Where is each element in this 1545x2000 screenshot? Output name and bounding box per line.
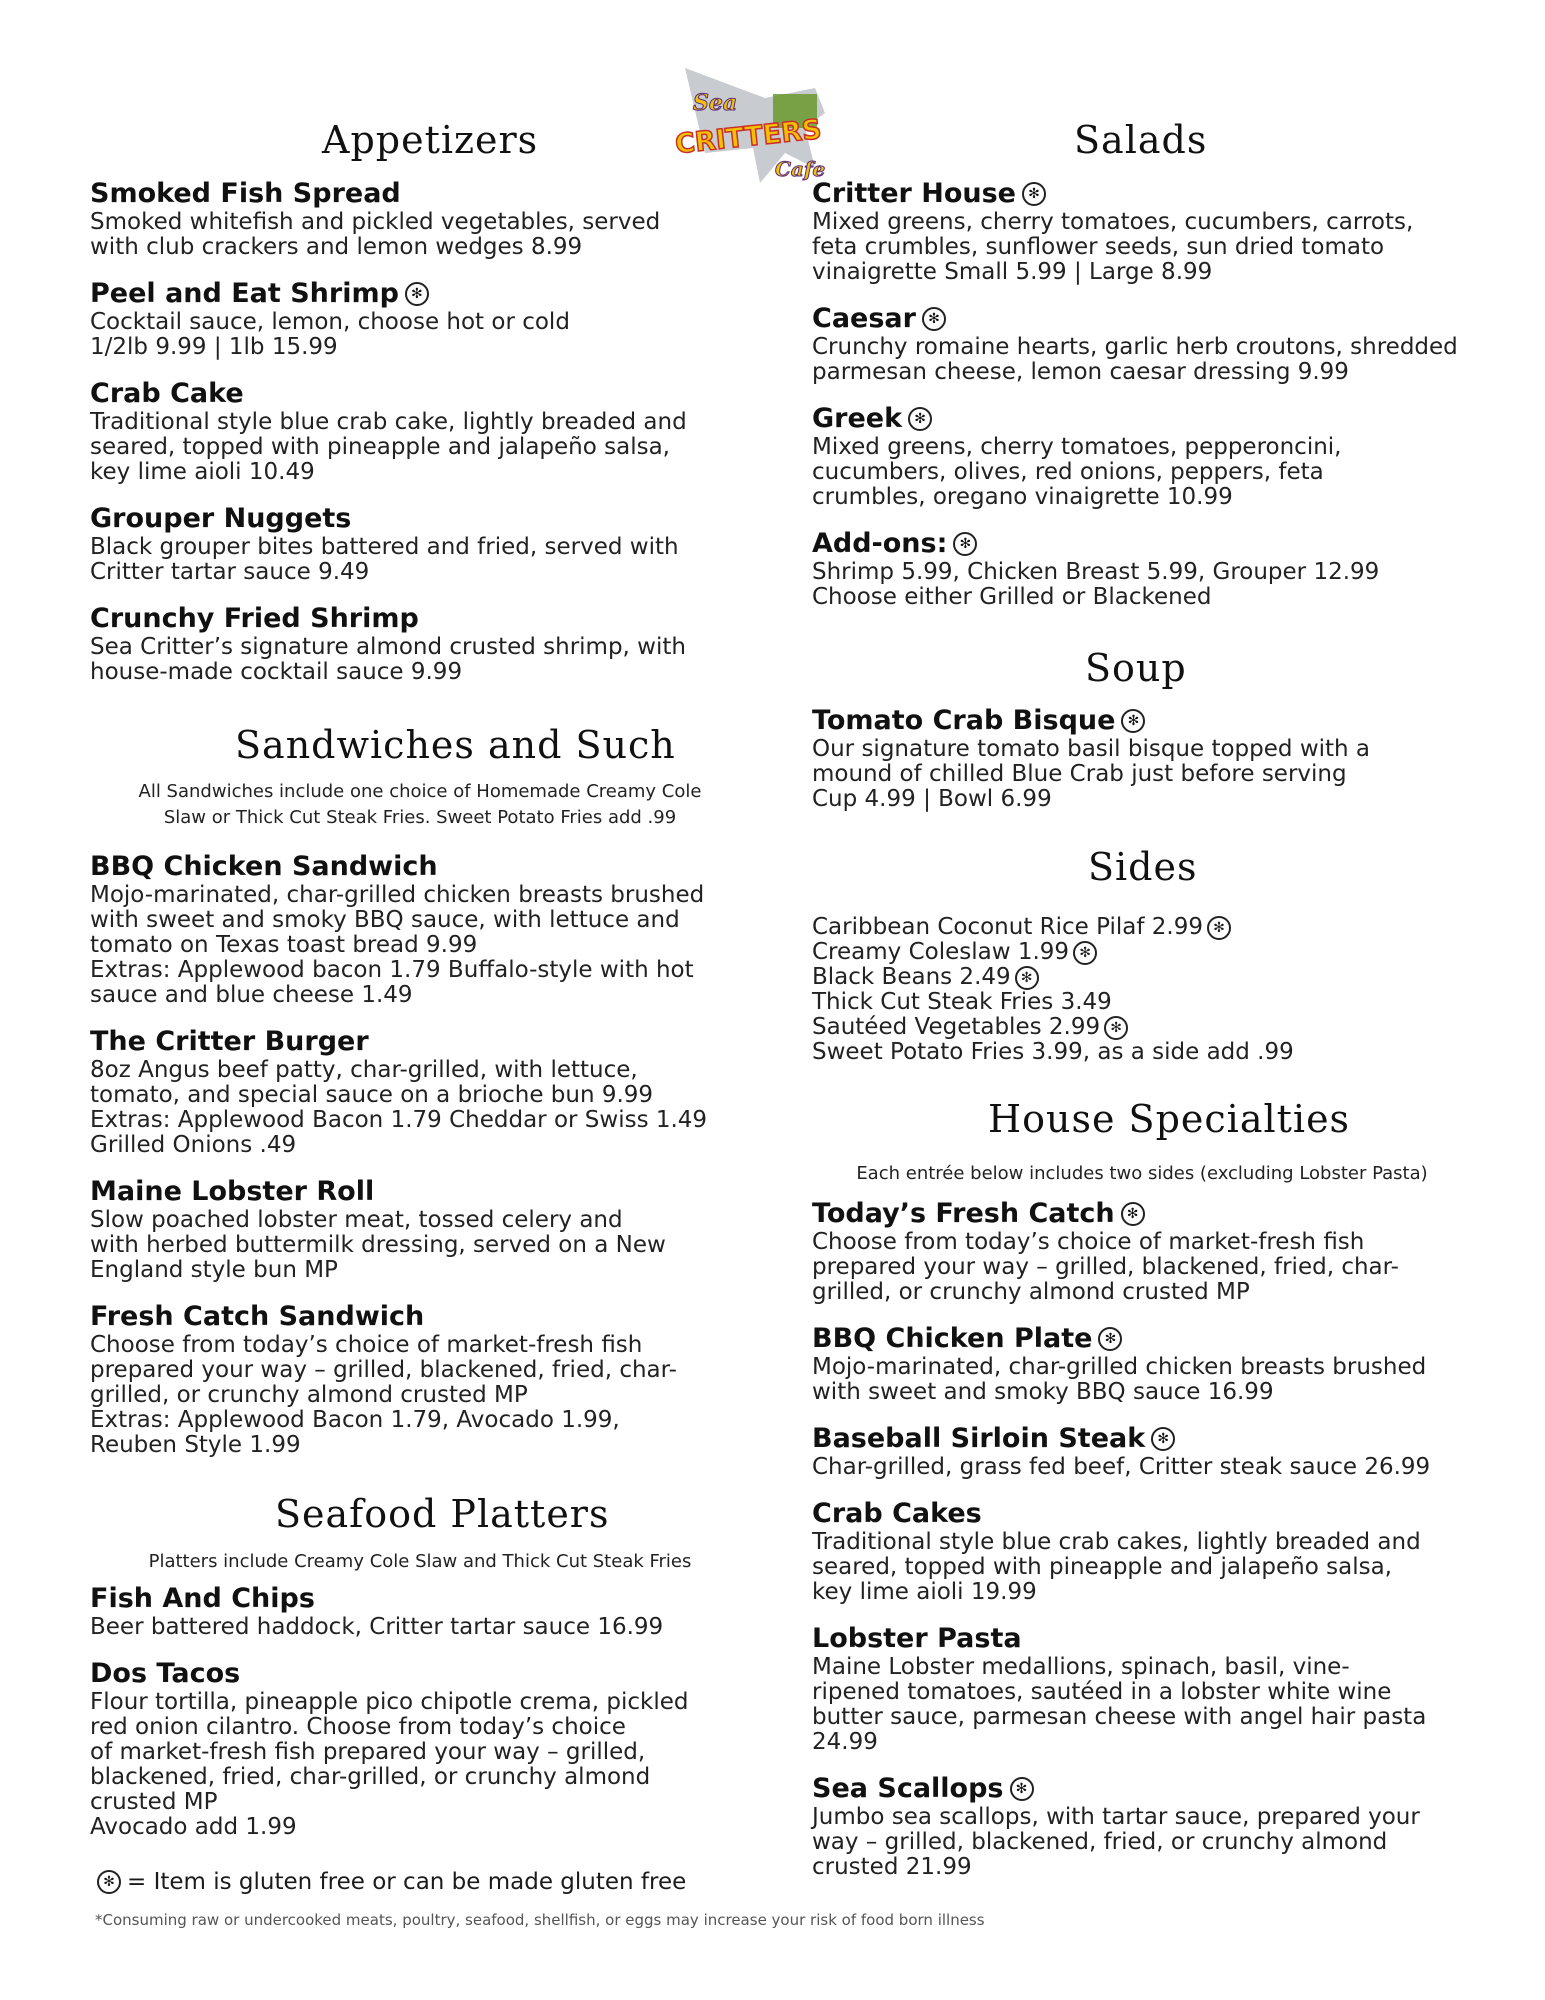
item-name-text: Lobster Pasta [812, 1623, 1022, 1654]
item-description-line: prepared your way – grilled, blackened, fried, char- [90, 1357, 677, 1383]
item-description-line: Flour tortilla, pineapple pico chipotle crema, pickled [90, 1689, 689, 1715]
food-safety-footnote: *Consuming raw or undercooked meats, poultry, seafood, shellfish, or eggs may increase your risk of food born illness [95, 1911, 985, 1929]
item-description-line: Our signature tomato basil bisque topped with a [812, 736, 1371, 762]
gluten-free-icon: ✻ [1073, 941, 1097, 965]
item-description-line: with herbed buttermilk dressing, served on a New [90, 1232, 666, 1258]
side-item-text: Sautéed Vegetables 2.99 [812, 1014, 1101, 1040]
item-name-text: Grouper Nuggets [90, 503, 352, 534]
platters-note: Platters include Creamy Cole Slaw and Thick Cut Steak Fries [148, 1551, 692, 1572]
menu-item-baseball-sirloin-steak [812, 1423, 1472, 1480]
side-item-text: Caribbean Coconut Rice Pilaf 2.99 [812, 914, 1203, 940]
logo-line3: Cafe [775, 157, 826, 181]
item-name-text: Dos Tacos [90, 1658, 241, 1689]
menu-item-add-ons [812, 528, 1472, 610]
item-name-text: Baseball Sirloin Steak [812, 1423, 1146, 1454]
item-description-line: red onion cilantro. Choose from today’s choice [90, 1714, 626, 1740]
gluten-free-icon: ✻ [908, 407, 932, 431]
item-name-text: BBQ Chicken Sandwich [90, 851, 438, 882]
item-name-text: Fish And Chips [90, 1583, 315, 1614]
menu-item-smoked-fish-spread [90, 178, 750, 260]
item-name [812, 705, 1472, 737]
item-description-line: butter sauce, parmesan cheese with angel hair pasta [812, 1704, 1427, 1730]
gluten-free-icon: ✻ [1151, 1427, 1175, 1451]
item-name [812, 528, 1472, 560]
item-description-line: Mixed greens, cherry tomatoes, pepperoncini, [812, 434, 1342, 460]
item-description-line: key lime aioli 10.49 [90, 459, 315, 485]
item-description-line: tomato, and special sauce on a brioche bun 9.99 [90, 1082, 654, 1108]
item-description-line: Reuben Style 1.99 [90, 1432, 301, 1458]
gluten-free-icon: ✻ [1104, 1016, 1128, 1040]
item-description-line: Mojo-marinated, char-grilled chicken breasts brushed [812, 1354, 1427, 1380]
item-description-line: Extras: Applewood Bacon 1.79 Cheddar or Swiss 1.49 [90, 1107, 708, 1133]
item-name [812, 1773, 1472, 1805]
item-name-text: Critter House [812, 178, 1016, 209]
menu-item-crab-cakes [812, 1498, 1472, 1605]
item-name [90, 851, 750, 883]
menu-item-dos-tacos [90, 1658, 750, 1840]
side-item [812, 1015, 1294, 1040]
gluten-free-icon: ✻ [405, 282, 429, 306]
item-description-line: seared, topped with pineapple and jalapeño salsa, [90, 434, 670, 460]
appetizers-heading: Appetizers [322, 118, 539, 162]
item-name-text: Crab Cakes [812, 1498, 982, 1529]
side-item-text: Thick Cut Steak Fries 3.49 [812, 989, 1112, 1015]
item-description-line: Sea Critter’s signature almond crusted shrimp, with [90, 634, 686, 660]
item-name [90, 1658, 750, 1690]
item-name [90, 1176, 750, 1208]
item-name-text: Fresh Catch Sandwich [90, 1301, 425, 1332]
side-item [812, 990, 1294, 1015]
item-description-line: Critter tartar sauce 9.49 [90, 559, 370, 585]
logo-line2: CRITTERS [673, 114, 823, 161]
gluten-free-icon: ✻ [953, 532, 977, 556]
menu-item-caesar [812, 303, 1472, 385]
gluten-free-icon: ✻ [1121, 1202, 1145, 1226]
gluten-free-legend [95, 1869, 686, 1895]
menu-item-peel-and-eat-shrimp [90, 278, 750, 360]
item-description-line: crumbles, oregano vinaigrette 10.99 [812, 484, 1233, 510]
item-description-line: Smoked whitefish and pickled vegetables, served [90, 209, 661, 235]
item-description-line: key lime aioli 19.99 [812, 1579, 1037, 1605]
item-name-text: Today’s Fresh Catch [812, 1198, 1115, 1229]
gluten-free-icon: ✻ [1098, 1327, 1122, 1351]
item-description-line: mound of chilled Blue Crab just before serving [812, 761, 1347, 787]
item-name [90, 278, 750, 310]
item-description-line: 24.99 [812, 1729, 878, 1755]
gluten-free-icon: ✻ [1022, 182, 1046, 206]
item-name [812, 303, 1472, 335]
item-name-text: Add-ons: [812, 528, 948, 559]
sandwiches-note: All Sandwiches include one choice of Homemade Creamy Cole Slaw or Thick Cut Steak Fries. Sweet Potato Fries add .99 [138, 781, 702, 828]
item-description-line: ripened tomatoes, sautéed in a lobster white wine [812, 1679, 1392, 1705]
item-description-line: tomato on Texas toast bread 9.99 [90, 932, 478, 958]
item-description-line: house-made cocktail sauce 9.99 [90, 659, 463, 685]
menu-item-crunchy-fried-shrimp [90, 603, 750, 685]
item-description-line: of market-fresh fish prepared your way – grilled, [90, 1739, 646, 1765]
item-description-line: Mixed greens, cherry tomatoes, cucumbers, carrots, [812, 209, 1414, 235]
gluten-free-icon: ✻ [922, 307, 946, 331]
item-description-line: vinaigrette Small 5.99 | Large 8.99 [812, 259, 1213, 285]
salads-heading: Salads [1074, 118, 1208, 162]
item-description-line: feta crumbles, sunflower seeds, sun dried tomato [812, 234, 1385, 260]
side-item [812, 915, 1294, 940]
item-name [812, 1198, 1472, 1230]
menu-item-the-critter-burger [90, 1026, 750, 1158]
menu-item-critter-house [812, 178, 1472, 285]
item-description-line: grilled, or crunchy almond crusted MP [90, 1382, 528, 1408]
item-description-line: Shrimp 5.99, Chicken Breast 5.99, Grouper 12.99 [812, 559, 1380, 585]
menu-item-maine-lobster-roll [90, 1176, 750, 1283]
item-name [90, 178, 750, 210]
item-description-line: Beer battered haddock, Critter tartar sauce 16.99 [90, 1614, 664, 1640]
logo-line1: Sea [693, 90, 738, 116]
item-description-line: Choose from today’s choice of market-fresh fish [812, 1229, 1365, 1255]
menu-item-sea-scallops [812, 1773, 1472, 1880]
item-description-line: 1/2lb 9.99 | 1lb 15.99 [90, 334, 338, 360]
menu-item-fresh-catch-sandwich [90, 1301, 750, 1458]
item-description-line: Maine Lobster medallions, spinach, basil, vine- [812, 1654, 1350, 1680]
item-description-line: Slow poached lobster meat, tossed celery and [90, 1207, 623, 1233]
item-name-text: BBQ Chicken Plate [812, 1323, 1093, 1354]
sides-section [812, 915, 1294, 1065]
item-description-line: with sweet and smoky BBQ sauce, with lettuce and [90, 907, 680, 933]
item-name [90, 1583, 750, 1615]
item-name-text: Crab Cake [90, 378, 244, 409]
item-name [812, 1623, 1472, 1655]
specialties-heading: House Specialties [988, 1097, 1351, 1141]
platters-heading: Seafood Platters [275, 1492, 610, 1536]
item-name [90, 603, 750, 635]
menu-item-grouper-nuggets [90, 503, 750, 585]
item-name [812, 1323, 1472, 1355]
menu-item-bbq-chicken-sandwich [90, 851, 750, 1008]
item-name-text: Caesar [812, 303, 916, 334]
item-description-line: Crunchy romaine hearts, garlic herb croutons, shredded [812, 334, 1458, 360]
item-name [90, 1026, 750, 1058]
menu-item-today-s-fresh-catch [812, 1198, 1472, 1305]
gluten-free-icon: ✻ [1010, 1777, 1034, 1801]
side-item [812, 1040, 1294, 1065]
item-name-text: Maine Lobster Roll [90, 1176, 375, 1207]
side-item-text: Sweet Potato Fries 3.99, as a side add .99 [812, 1039, 1294, 1065]
gluten-free-icon: ✻ [1207, 916, 1231, 940]
item-name [90, 378, 750, 410]
item-description-line: Mojo-marinated, char-grilled chicken breasts brushed [90, 882, 705, 908]
item-name-text: Crunchy Fried Shrimp [90, 603, 419, 634]
item-name [812, 403, 1472, 435]
item-description-line: with club crackers and lemon wedges 8.99 [90, 234, 583, 260]
item-description-line: Choose from today’s choice of market-fresh fish [90, 1332, 643, 1358]
side-item-text: Black Beans 2.49 [812, 964, 1011, 990]
item-description-line: grilled, or crunchy almond crusted MP [812, 1279, 1250, 1305]
item-description-line: Cup 4.99 | Bowl 6.99 [812, 786, 1052, 812]
gluten-free-icon: ✻ [1121, 709, 1145, 733]
menu-item-greek [812, 403, 1472, 510]
item-description-line: Black grouper bites battered and fried, served with [90, 534, 679, 560]
item-name [812, 1423, 1472, 1455]
item-description-line: 8oz Angus beef patty, char-grilled, with lettuce, [90, 1057, 638, 1083]
menu-item-fish-and-chips [90, 1583, 750, 1640]
item-name-text: Smoked Fish Spread [90, 178, 401, 209]
item-description-line: Jumbo sea scallops, with tartar sauce, prepared your [812, 1804, 1420, 1830]
item-description-line: England style bun MP [90, 1257, 338, 1283]
item-description-line: cucumbers, olives, red onions, peppers, feta [812, 459, 1324, 485]
item-name [812, 1498, 1472, 1530]
item-name-text: Sea Scallops [812, 1773, 1004, 1804]
item-description-line: Grilled Onions .49 [90, 1132, 297, 1158]
item-description-line: Extras: Applewood bacon 1.79 Buffalo-style with hot [90, 957, 694, 983]
menu-item-lobster-pasta [812, 1623, 1472, 1755]
item-name-text: Greek [812, 403, 903, 434]
soup-heading: Soup [1085, 646, 1187, 690]
restaurant-logo [665, 58, 840, 190]
item-description-line: Choose either Grilled or Blackened [812, 584, 1212, 610]
item-description-line: crusted 21.99 [812, 1854, 972, 1880]
gluten-free-icon: ✻ [1015, 966, 1039, 990]
specialties-note: Each entrée below includes two sides (excluding Lobster Pasta) [856, 1163, 1428, 1184]
item-description-line: prepared your way – grilled, blackened, fried, char- [812, 1254, 1399, 1280]
item-description-line: Avocado add 1.99 [90, 1814, 297, 1840]
sandwiches-heading: Sandwiches and Such [235, 723, 676, 767]
item-name [90, 1301, 750, 1333]
legend-text: = Item is gluten free or can be made gluten free [127, 1869, 687, 1895]
item-name-text: Tomato Crab Bisque [812, 705, 1116, 736]
menu-item-tomato-crab-bisque [812, 705, 1472, 812]
item-name-text: Peel and Eat Shrimp [90, 278, 399, 309]
item-description-line: parmesan cheese, lemon caesar dressing 9.99 [812, 359, 1349, 385]
item-description-line: Traditional style blue crab cake, lightly breaded and [90, 409, 687, 435]
side-item-text: Creamy Coleslaw 1.99 [812, 939, 1070, 965]
item-description-line: Extras: Applewood Bacon 1.79, Avocado 1.99, [90, 1407, 620, 1433]
item-name-text: The Critter Burger [90, 1026, 369, 1057]
menu-item-bbq-chicken-plate [812, 1323, 1472, 1405]
item-description-line: seared, topped with pineapple and jalapeño salsa, [812, 1554, 1392, 1580]
item-description-line: Cocktail sauce, lemon, choose hot or cold [90, 309, 570, 335]
sides-heading: Sides [1088, 845, 1198, 889]
item-description-line: way – grilled, blackened, fried, or crunchy almond [812, 1829, 1388, 1855]
item-name [812, 178, 1472, 210]
side-item [812, 965, 1294, 990]
side-item [812, 940, 1294, 965]
item-description-line: Char-grilled, grass fed beef, Critter steak sauce 26.99 [812, 1454, 1431, 1480]
item-description-line: blackened, fried, char-grilled, or crunchy almond [90, 1764, 651, 1790]
menu-item-crab-cake [90, 378, 750, 485]
item-description-line: with sweet and smoky BBQ sauce 16.99 [812, 1379, 1274, 1405]
item-description-line: sauce and blue cheese 1.49 [90, 982, 413, 1008]
item-description-line: crusted MP [90, 1789, 218, 1815]
item-description-line: Traditional style blue crab cakes, lightly breaded and [812, 1529, 1421, 1555]
item-name [90, 503, 750, 535]
gluten-free-icon: ✻ [97, 1870, 121, 1894]
